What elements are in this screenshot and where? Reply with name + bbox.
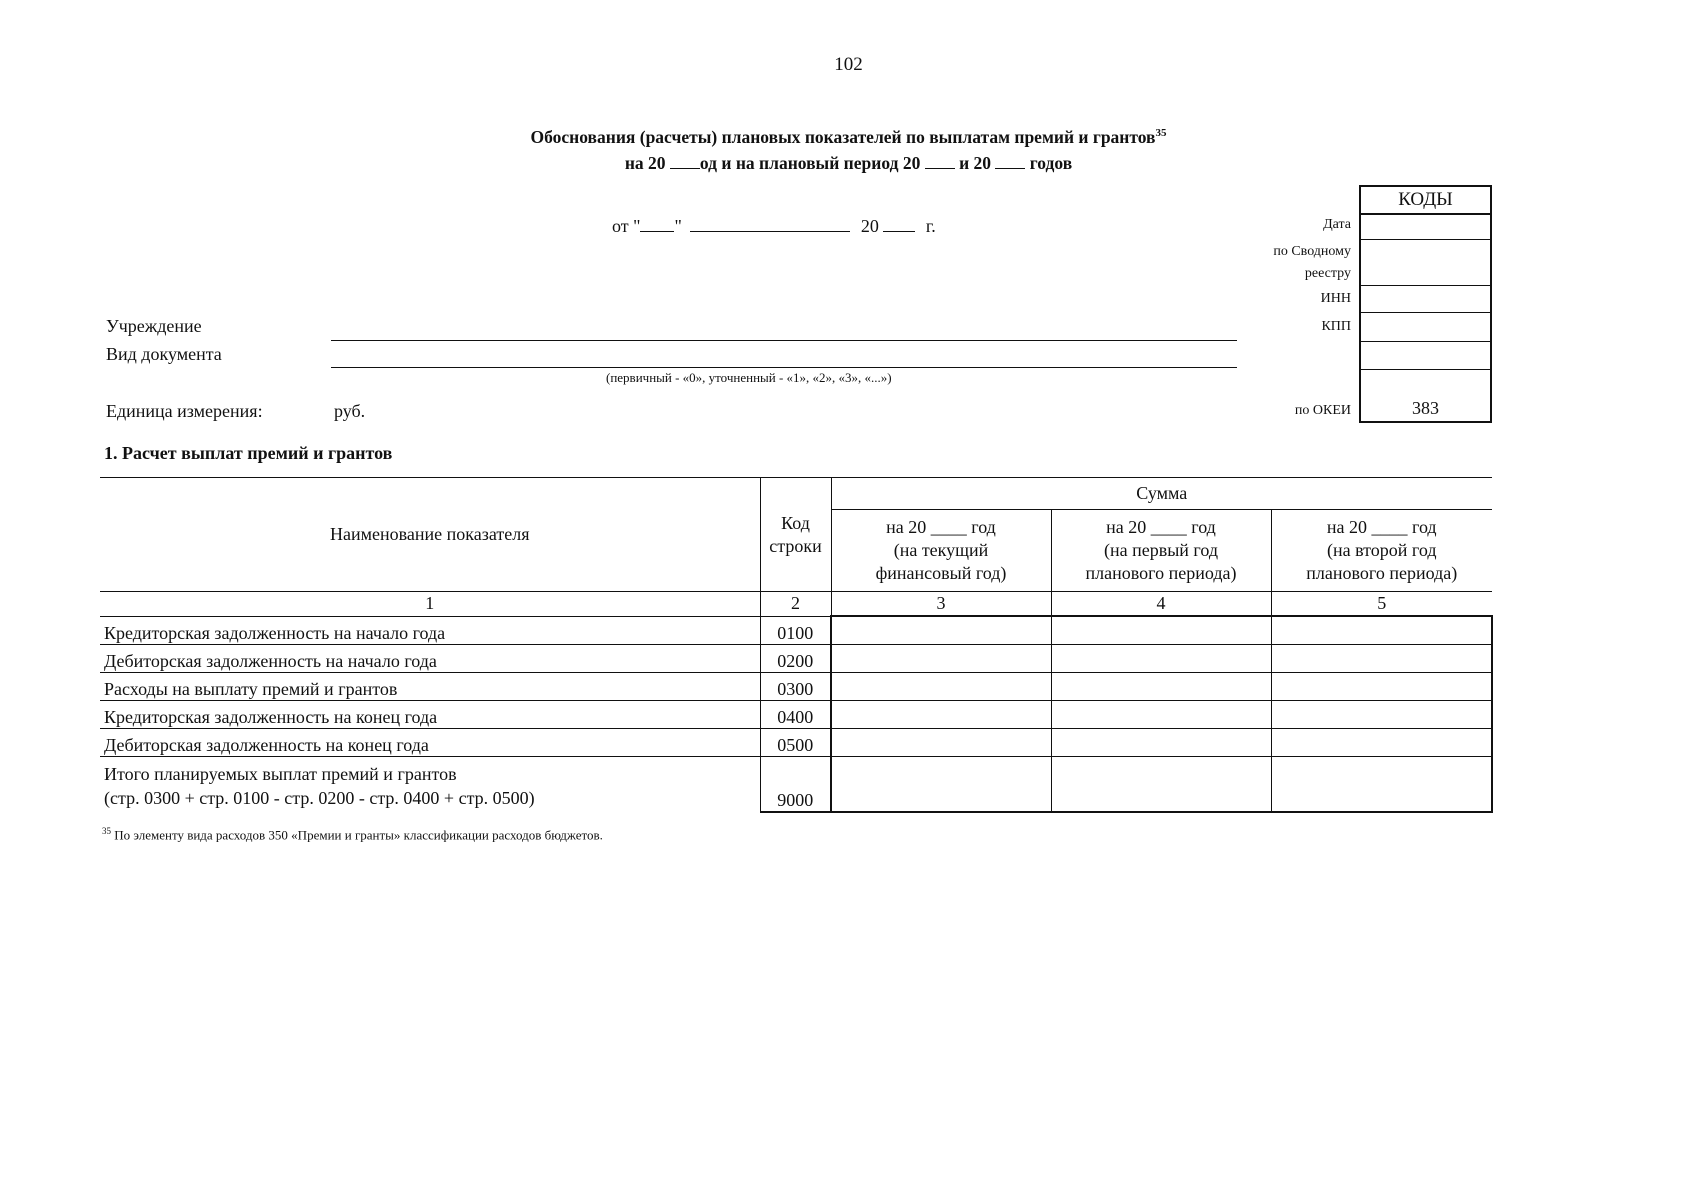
year-col-line: (на первый год xyxy=(1103,540,1219,560)
value-cell[interactable] xyxy=(1271,700,1492,728)
table-row xyxy=(100,728,1492,756)
codes-date-label: Дата xyxy=(1323,217,1351,232)
codes-okei-value: 383 xyxy=(1412,398,1439,418)
document-subtitle xyxy=(0,152,1697,174)
value-cell[interactable] xyxy=(1051,756,1271,812)
unit-label: Единица измерения: xyxy=(106,401,263,421)
col-number: 2 xyxy=(760,592,831,617)
year-col-line: финансовый год) xyxy=(875,563,1007,583)
col-header-year-first xyxy=(1051,510,1271,592)
codes-inn-label: ИНН xyxy=(1320,291,1351,306)
row-name: Кредиторская задолженность на начало года xyxy=(100,616,760,644)
date-g-label: г. xyxy=(925,216,936,236)
col-header-sum: Сумма xyxy=(831,478,1492,510)
total-line2: (стр. 0300 + стр. 0100 - стр. 0200 - стр. 0400 + стр. 0500) xyxy=(104,788,535,808)
col-number: 1 xyxy=(100,592,760,617)
doc-type-line[interactable] xyxy=(331,367,1237,368)
row-name: Дебиторская задолженность на начало года xyxy=(100,644,760,672)
row-code: 0500 xyxy=(760,728,831,756)
document-title xyxy=(0,127,1697,148)
codes-kpp-label: КПП xyxy=(1321,319,1351,334)
value-cell[interactable] xyxy=(1051,644,1271,672)
col-number: 4 xyxy=(1051,592,1271,617)
page-number: 102 xyxy=(834,54,863,75)
value-cell[interactable] xyxy=(831,672,1051,700)
row-code: 0100 xyxy=(760,616,831,644)
date-year-label: 20 xyxy=(860,216,879,236)
codes-divider xyxy=(1361,369,1490,370)
value-cell[interactable] xyxy=(1271,672,1492,700)
year-col-line: на 20 ____ год xyxy=(1326,517,1437,537)
row-name: Дебиторская задолженность на конец года xyxy=(100,728,760,756)
year-col-line: планового периода) xyxy=(1085,563,1237,583)
value-cell[interactable] xyxy=(1051,700,1271,728)
section-title: 1. Расчет выплат премий и грантов xyxy=(104,443,393,463)
value-cell[interactable] xyxy=(831,728,1051,756)
year-col-line: на 20 ____ год xyxy=(886,517,996,537)
month-blank[interactable] xyxy=(690,215,850,232)
institution-line[interactable] xyxy=(331,340,1237,341)
col-header-year-second xyxy=(1271,510,1492,592)
doc-type-label: Вид документа xyxy=(106,344,222,364)
year-col-line: (на текущий xyxy=(893,540,989,560)
year-col-line: планового периода) xyxy=(1306,563,1458,583)
year-blank[interactable] xyxy=(883,215,915,232)
title-line1: Обоснования (расчеты) плановых показателей по выплатам премий и грантов xyxy=(530,127,1156,147)
value-cell[interactable] xyxy=(1271,644,1492,672)
row-name: Кредиторская задолженность на конец года xyxy=(100,700,760,728)
date-from-label: от " xyxy=(612,216,641,236)
year-col-line: (на второй год xyxy=(1326,540,1437,560)
day-blank[interactable] xyxy=(640,215,674,232)
codes-registry-label-1: по Сводному xyxy=(1273,244,1351,259)
col-number: 3 xyxy=(831,592,1051,617)
footnote-number: 35 xyxy=(102,826,111,836)
table-row xyxy=(100,672,1492,700)
unit-value: руб. xyxy=(334,401,366,421)
total-name xyxy=(100,756,760,812)
table-row-total xyxy=(100,756,1492,812)
footnote-ref: 35 xyxy=(1155,127,1167,140)
value-cell[interactable] xyxy=(1051,728,1271,756)
subtitle-part: и 20 xyxy=(959,153,992,173)
row-code: 0200 xyxy=(760,644,831,672)
col-header-name: Наименование показателя xyxy=(100,478,760,592)
codes-registry-label-2: реестру xyxy=(1304,266,1351,281)
codes-divider xyxy=(1361,312,1490,313)
value-cell[interactable] xyxy=(1271,728,1492,756)
row-code: 0400 xyxy=(760,700,831,728)
value-cell[interactable] xyxy=(831,700,1051,728)
codes-divider xyxy=(1361,239,1490,240)
subtitle-part: на 20 xyxy=(624,153,666,173)
codes-header: КОДЫ xyxy=(1361,187,1490,215)
total-line1: Итого планируемых выплат премий и грантов xyxy=(104,764,457,784)
codes-box xyxy=(1359,185,1492,423)
date-line xyxy=(612,215,936,237)
col-header-year-current xyxy=(831,510,1051,592)
year-blank[interactable] xyxy=(670,152,700,169)
year-col-line: на 20 ____ год xyxy=(1106,517,1216,537)
institution-label: Учреждение xyxy=(106,316,202,336)
total-code: 9000 xyxy=(760,756,831,812)
value-cell[interactable] xyxy=(831,616,1051,644)
subtitle-part: годов xyxy=(1029,153,1073,173)
codes-okei-label: по ОКЕИ xyxy=(1294,403,1351,418)
row-name: Расходы на выплату премий и грантов xyxy=(100,672,760,700)
table-row xyxy=(100,700,1492,728)
doc-type-hint: (первичный - «0», уточненный - «1», «2», «3», «...») xyxy=(606,370,892,385)
footnote-text: По элементу вида расходов 350 «Премии и гранты» классификации расходов бюджетов. xyxy=(114,827,603,843)
codes-divider xyxy=(1361,285,1490,286)
value-cell[interactable] xyxy=(831,644,1051,672)
table-row xyxy=(100,644,1492,672)
col-header-code-line1: Код xyxy=(781,512,810,533)
value-cell[interactable] xyxy=(1051,616,1271,644)
year-blank[interactable] xyxy=(925,152,955,169)
value-cell[interactable] xyxy=(1271,616,1492,644)
col-header-code xyxy=(760,478,831,592)
col-header-code-line2: строки xyxy=(769,535,822,556)
table-row xyxy=(100,616,1492,644)
year-blank[interactable] xyxy=(995,152,1025,169)
col-number: 5 xyxy=(1377,593,1387,613)
payments-table xyxy=(100,477,1493,813)
value-cell[interactable] xyxy=(831,756,1051,812)
value-cell[interactable] xyxy=(1051,672,1271,700)
value-cell[interactable] xyxy=(1271,756,1492,812)
footnote xyxy=(102,826,603,843)
subtitle-part: од и на плановый период 20 xyxy=(699,153,921,173)
date-quote: " xyxy=(674,216,682,236)
row-code: 0300 xyxy=(760,672,831,700)
codes-divider xyxy=(1361,341,1490,342)
